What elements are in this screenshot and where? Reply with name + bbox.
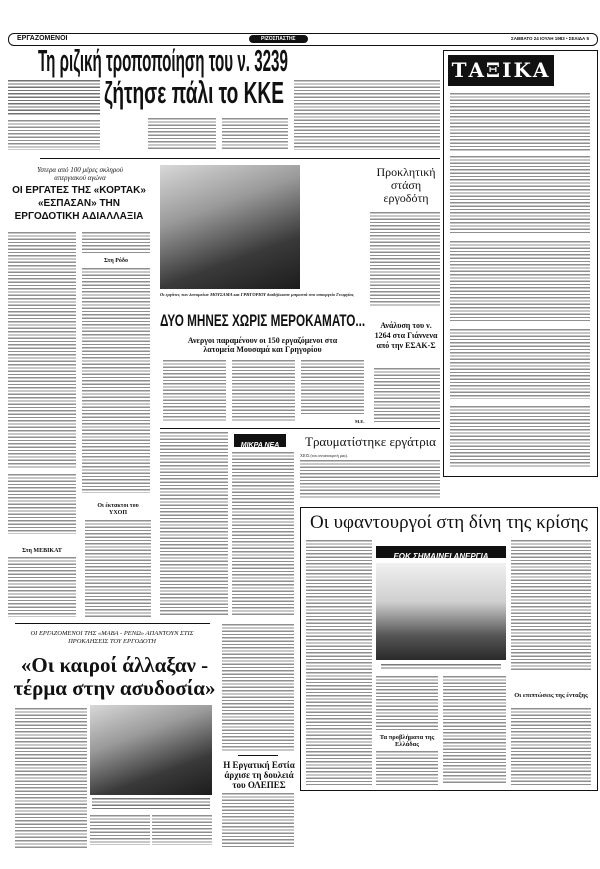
mava-headline: «Οι καιροί άλλαξαν - τέρμα στην ασυδοσία» bbox=[13, 653, 216, 700]
lead-intro-text bbox=[8, 80, 100, 116]
taxika-text bbox=[450, 329, 590, 399]
textile-banner: ΕΟΚ ΣΗΜΑΙΝΕΙ ΑΝΕΡΓΙΑ bbox=[376, 546, 506, 558]
textile-text bbox=[376, 676, 438, 731]
kortak-text bbox=[82, 232, 150, 254]
mava-text bbox=[90, 815, 150, 845]
textile-text bbox=[376, 751, 438, 785]
lead-text bbox=[222, 118, 288, 150]
subhead-mevikat: Στη ΜΕΒΙΚΑΤ bbox=[22, 548, 62, 554]
section-label: ΕΡΓΑΖΟΜΕΝΟΙ bbox=[17, 35, 68, 42]
divider bbox=[160, 428, 440, 429]
column-text bbox=[222, 624, 294, 752]
textile-headline: Οι υφαντουργοί στη δίνη της κρίσης bbox=[310, 512, 588, 533]
mava-text bbox=[15, 708, 87, 848]
divider bbox=[15, 623, 210, 624]
kortak-text bbox=[8, 232, 76, 468]
news-text bbox=[160, 432, 228, 617]
subhead-effects: Οι επιπτώσεις της ένταξης bbox=[514, 692, 588, 699]
news-text bbox=[232, 452, 294, 617]
protest-photo bbox=[160, 165, 300, 289]
taxika-text bbox=[450, 93, 590, 151]
quarries-text bbox=[163, 360, 226, 422]
kortak-text bbox=[8, 557, 76, 617]
taxika-text bbox=[450, 406, 590, 468]
lead-headline-1: Τη ριζική τροποποίηση του ν. 3239 bbox=[38, 43, 288, 78]
subhead-rodos: Στη Ρόδο bbox=[103, 258, 129, 264]
textile-text bbox=[511, 708, 591, 785]
taxika-text bbox=[450, 241, 590, 321]
textile-text bbox=[443, 676, 506, 785]
provocative-headline: Προκλητική στάση εργοδότη bbox=[376, 165, 436, 205]
lead-text bbox=[148, 118, 216, 150]
lead-headline-2: ζήτησε πάλι το ΚΚΕ bbox=[104, 75, 284, 110]
mava-caption bbox=[92, 798, 210, 810]
injured-headline: Τραυματίστηκε εργάτρια bbox=[305, 434, 436, 449]
taxika-text bbox=[450, 156, 590, 234]
quarries-text bbox=[301, 360, 364, 415]
quarries-signature: Μ.Ε. bbox=[355, 419, 365, 424]
paper-name: ΡΙΖΟΣΠΑΣΤΗΣ bbox=[249, 35, 308, 43]
textile-photo bbox=[376, 563, 506, 660]
lead-text bbox=[294, 80, 440, 150]
quarries-headline: ΔΥΟ ΜΗΝΕΣ ΧΩΡΙΣ ΜΕΡΟΚΑΜΑΤΟ... bbox=[160, 311, 366, 330]
injured-dateline: ΧΙΟΣ (του ανταποκριτή μας). bbox=[300, 453, 348, 458]
lead-text bbox=[8, 120, 100, 150]
analysis-headline: Ανάλυση του ν. 1264 στα Γιάννενα από την ΕΣΑΚ-Σ bbox=[374, 321, 438, 350]
textile-box bbox=[300, 507, 598, 791]
injured-text bbox=[300, 460, 440, 498]
mava-text bbox=[152, 815, 212, 845]
quarries-text bbox=[232, 360, 295, 422]
estia-text bbox=[222, 793, 294, 848]
divider bbox=[238, 755, 278, 756]
date-page: ΣΑΒΒΑΤΟ 24 ΙΟΥΛΗ 1983 • ΣΕΛΙΔΑ 5 bbox=[511, 36, 589, 41]
divider bbox=[40, 158, 440, 159]
taxika-box bbox=[443, 50, 598, 477]
quarries-subhead: Ανεργοι παραμένουν οι 150 εργαζόμενοι στα λατομεία Μουσαμά και Γρηγορίου bbox=[187, 336, 338, 354]
textile-text bbox=[511, 540, 591, 670]
protest-photo-caption: Οι εργάτες των λατομείων ΜΟΥΣΑΜΑ και ΓΡΗΓΟΡΙΟΥ διαδήλωσαν μπροστά στο υπουργείο Γεωργίας bbox=[160, 292, 354, 297]
kortak-text bbox=[8, 474, 76, 534]
subhead-yxop: Οι έκτακτοι του ΥΧΟΠ bbox=[97, 503, 139, 516]
textile-text bbox=[306, 540, 372, 785]
taxika-logo: ΤΑΞΙΚΑ bbox=[448, 55, 554, 86]
analysis-text bbox=[374, 368, 440, 424]
provocative-text bbox=[370, 212, 440, 307]
textile-caption bbox=[381, 664, 501, 670]
estia-headline: Η Εργατική Εστία άρχισε τη δουλειά του ΟΛΕΠΕΣ bbox=[223, 760, 295, 790]
kortak-headline: ΟΙ ΕΡΓΑΤΕΣ ΤΗΣ «ΚΟΡΤΑΚ» «ΕΣΠΑΣΑΝ» ΤΗΝ ΕΡΓΟΔΟΤΙΚΗ ΑΔΙΑΛΛΑΞΙΑ bbox=[12, 185, 146, 222]
subhead-problems: Τα προβλήματα της Ελλάδας bbox=[379, 734, 435, 748]
mava-kicker: ΟΙ ΕΡΓΑΖΟΜΕΝΟΙ ΤΗΣ «ΜΑΒΑ - ΡΕΝΩ» ΑΠΑΝΤΟΥΝ ΣΤΙΣ ΠΡΟΚΛΗΣΕΙΣ ΤΟΥ ΕΡΓΟΔΟΤΗ bbox=[30, 630, 194, 645]
mava-photo bbox=[90, 705, 212, 795]
yxop-text bbox=[85, 520, 151, 618]
kortak-kicker: Υστερα από 100 μέρες σκληρού απεργιακού αγώνα bbox=[37, 166, 123, 182]
kortak-text bbox=[82, 268, 150, 493]
mikra-nea-label: ΜΙΚΡΑ ΝΕΑ bbox=[234, 434, 286, 447]
